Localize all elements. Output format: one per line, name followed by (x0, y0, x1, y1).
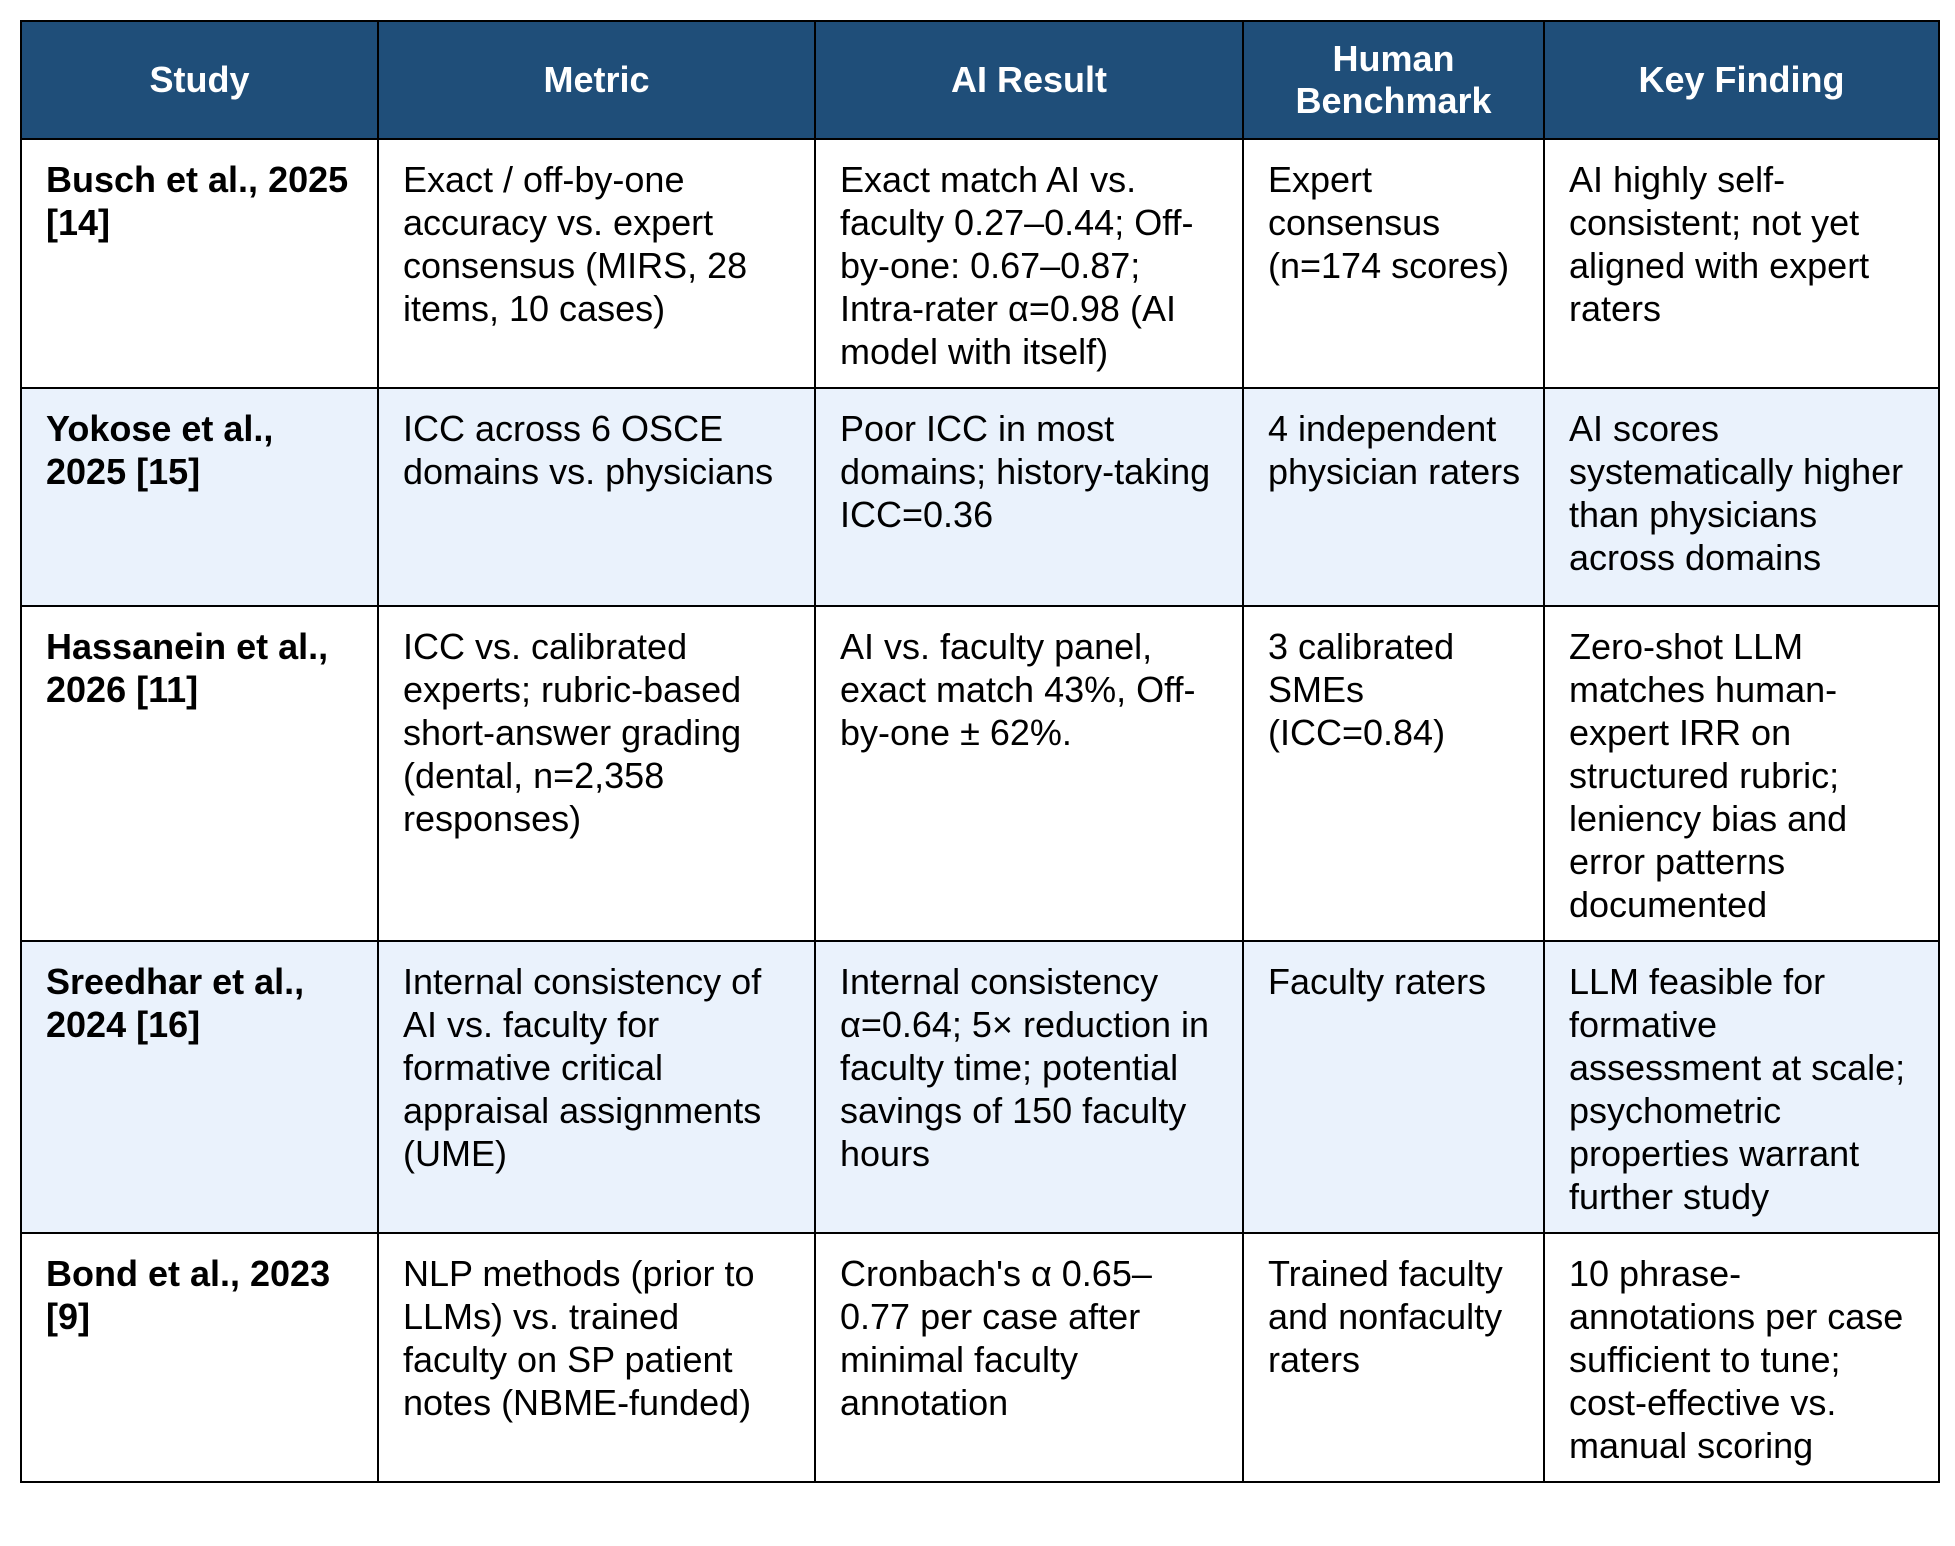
cell-key-finding: AI highly self-consistent; not yet aligned with expert raters (1544, 139, 1939, 388)
cell-study: Busch et al., 2025 [14] (21, 139, 378, 388)
cell-ai-result: Exact match AI vs. faculty 0.27–0.44; Off-by-one: 0.67–0.87; Intra-rater α=0.98 (AI model with itself) (815, 139, 1243, 388)
table-row (21, 139, 1939, 388)
cell-human-benchmark: Faculty raters (1243, 941, 1544, 1233)
table-header (21, 21, 1939, 139)
cell-key-finding: AI scores systematically higher than physicians across domains (1544, 388, 1939, 606)
header-row (21, 21, 1939, 139)
table-row (21, 941, 1939, 1233)
header-human-benchmark: Human Benchmark (1243, 21, 1544, 139)
header-ai-result: AI Result (815, 21, 1243, 139)
table-row (21, 606, 1939, 941)
cell-human-benchmark: 4 independent physician raters (1243, 388, 1544, 606)
study-comparison-table (20, 20, 1940, 1483)
cell-ai-result: Poor ICC in most domains; history-taking ICC=0.36 (815, 388, 1243, 606)
cell-study: Sreedhar et al., 2024 [16] (21, 941, 378, 1233)
cell-key-finding: Zero-shot LLM matches human-expert IRR on structured rubric; leniency bias and error patterns documented (1544, 606, 1939, 941)
cell-human-benchmark: 3 calibrated SMEs (ICC=0.84) (1243, 606, 1544, 941)
table-row (21, 1233, 1939, 1482)
cell-metric: ICC vs. calibrated experts; rubric-based short-answer grading (dental, n=2,358 responses) (378, 606, 815, 941)
cell-ai-result: AI vs. faculty panel, exact match 43%, Off-by-one ± 62%. (815, 606, 1243, 941)
cell-key-finding: 10 phrase-annotations per case sufficient to tune; cost-effective vs. manual scoring (1544, 1233, 1939, 1482)
header-study: Study (21, 21, 378, 139)
cell-ai-result: Internal consistency α=0.64; 5× reduction in faculty time; potential savings of 150 faculty hours (815, 941, 1243, 1233)
cell-metric: Exact / off-by-one accuracy vs. expert consensus (MIRS, 28 items, 10 cases) (378, 139, 815, 388)
header-key-finding: Key Finding (1544, 21, 1939, 139)
cell-ai-result: Cronbach's α 0.65–0.77 per case after minimal faculty annotation (815, 1233, 1243, 1482)
cell-metric: NLP methods (prior to LLMs) vs. trained faculty on SP patient notes (NBME-funded) (378, 1233, 815, 1482)
cell-study: Yokose et al., 2025 [15] (21, 388, 378, 606)
cell-human-benchmark: Expert consensus (n=174 scores) (1243, 139, 1544, 388)
cell-human-benchmark: Trained faculty and nonfaculty raters (1243, 1233, 1544, 1482)
cell-metric: Internal consistency of AI vs. faculty for formative critical appraisal assignments (UME) (378, 941, 815, 1233)
cell-metric: ICC across 6 OSCE domains vs. physicians (378, 388, 815, 606)
cell-study: Hassanein et al., 2026 [11] (21, 606, 378, 941)
cell-study: Bond et al., 2023 [9] (21, 1233, 378, 1482)
table-row (21, 388, 1939, 606)
header-metric: Metric (378, 21, 815, 139)
table-body (21, 139, 1939, 1482)
cell-key-finding: LLM feasible for formative assessment at scale; psychometric properties warrant further study (1544, 941, 1939, 1233)
